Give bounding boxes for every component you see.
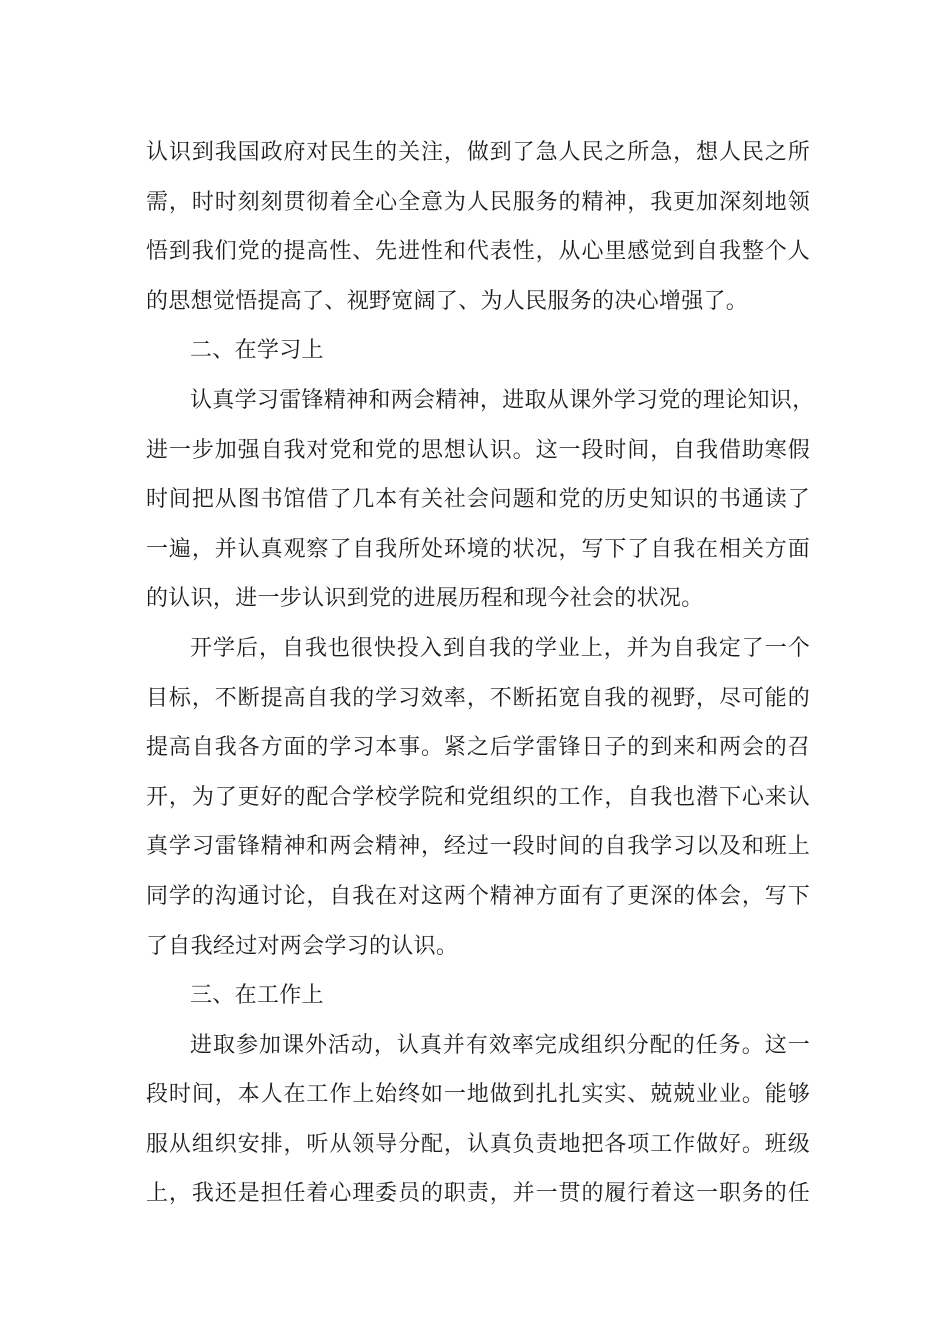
text-line: 的思想觉悟提高了、视野宽阔了、为人民服务的决心增强了。 <box>146 288 749 314</box>
paragraph-2 <box>146 376 815 624</box>
text-line: 目标，不断提高自我的学习效率，不断拓宽自我的视野，尽可能的 <box>146 685 810 711</box>
paragraph-4 <box>146 1021 810 1219</box>
text-line: 进一步加强自我对党和党的思想认识。这一段时间，自我借助寒假 <box>146 437 810 463</box>
text-line: 开学后，自我也很快投入到自我的学业上，并为自我定了一个 <box>190 635 810 661</box>
text-line: 提高自我各方面的学习本事。紧之后学雷锋日子的到来和两会的召 <box>146 735 810 761</box>
document-body <box>146 128 815 1219</box>
text-line: 认真学习雷锋精神和两会精神，进取从课外学习党的理论知识， <box>190 387 815 413</box>
text-line: 需，时时刻刻贯彻着全心全意为人民服务的精神，我更加深刻地领 <box>146 189 810 215</box>
text-line: 的认识，进一步认识到党的进展历程和现今社会的状况。 <box>146 586 704 612</box>
text-line: 悟到我们党的提高性、先进性和代表性，从心里感觉到自我整个人 <box>146 239 810 265</box>
section-heading-work: 三、在工作上 <box>190 983 324 1009</box>
text-line: 服从组织安排，听从领导分配，认真负责地把各项工作做好。班级 <box>146 1131 810 1157</box>
text-line: 上，我还是担任着心理委员的职责，并一贯的履行着这一职务的任 <box>146 1181 810 1207</box>
paragraph-1 <box>146 128 810 326</box>
text-line: 同学的沟通讨论，自我在对这两个精神方面有了更深的体会，写下 <box>146 883 810 909</box>
text-line: 段时间，本人在工作上始终如一地做到扎扎实实、兢兢业业。能够 <box>146 1082 810 1108</box>
text-line: 进取参加课外活动，认真并有效率完成组织分配的任务。这一 <box>190 1032 810 1058</box>
section-heading-study: 二、在学习上 <box>190 338 324 364</box>
text-line: 一遍，并认真观察了自我所处环境的状况，写下了自我在相关方面 <box>146 536 810 562</box>
text-line: 时间把从图书馆借了几本有关社会问题和党的历史知识的书通读了 <box>146 487 810 513</box>
text-line: 开，为了更好的配合学校学院和党组织的工作，自我也潜下心来认 <box>146 784 810 810</box>
text-line: 真学习雷锋精神和两会精神，经过一段时间的自我学习以及和班上 <box>146 834 810 860</box>
text-line: 认识到我国政府对民生的关注，做到了急人民之所急，想人民之所 <box>146 140 810 165</box>
text-line: 了自我经过对两会学习的认识。 <box>146 933 459 959</box>
paragraph-3 <box>146 624 810 971</box>
